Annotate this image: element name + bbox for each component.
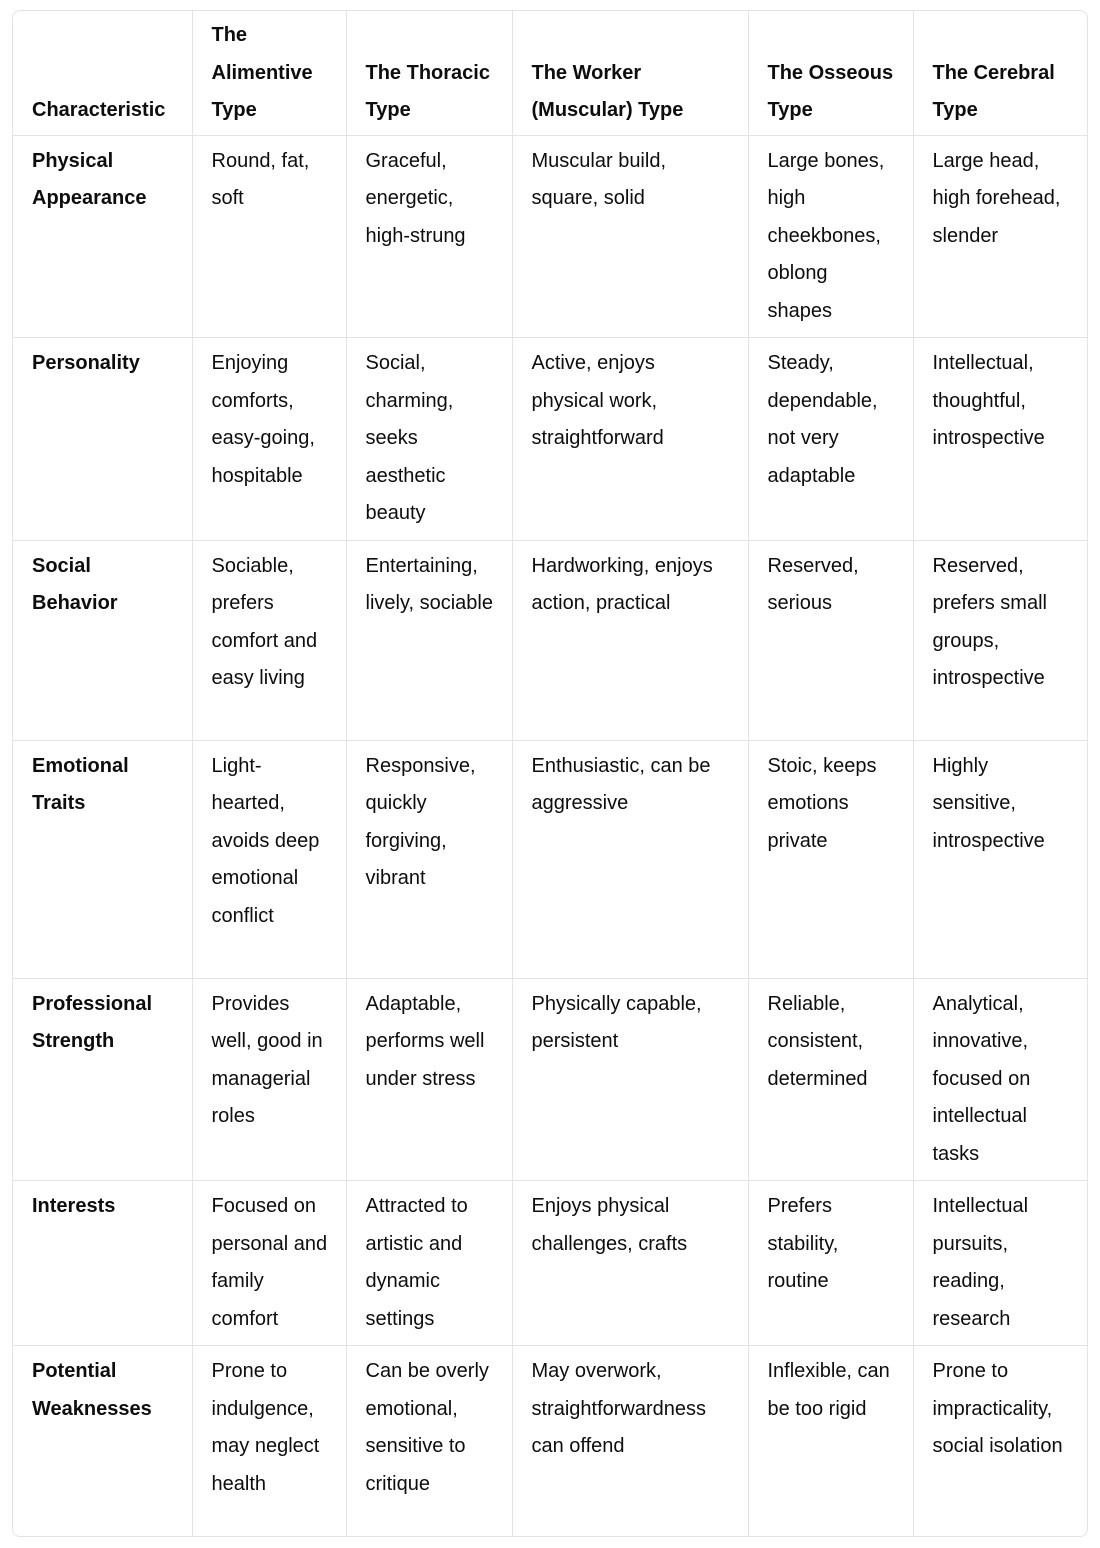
table-cell: Reserved, serious bbox=[748, 540, 913, 740]
column-header-worker: The Worker (Muscular) Type bbox=[512, 11, 748, 135]
table-cell: Prone to impracticality, social isolation bbox=[932, 1360, 1063, 1457]
table-cell: Large bones, high cheekbones, oblong shapes bbox=[748, 135, 913, 338]
table-cell: May overwork, straightforwardness can offend bbox=[512, 1346, 748, 1538]
table-cell: Stoic, keeps emotions private bbox=[748, 740, 913, 978]
table-cell: Graceful, energetic, high-strung bbox=[346, 135, 512, 338]
column-header-characteristic: Characteristic bbox=[13, 11, 192, 135]
table-cell: Attracted to artistic and dynamic settings bbox=[346, 1181, 512, 1346]
table-cell: Inflexible, can be too rigid bbox=[748, 1346, 913, 1538]
table-cell: Sociable, prefers comfort and easy living bbox=[192, 540, 346, 740]
table-cell: Enjoys physical challenges, crafts bbox=[512, 1181, 748, 1346]
table-cell: Focused on personal and family comfort bbox=[192, 1181, 346, 1346]
column-header-osseous: The Osseous Type bbox=[748, 11, 913, 135]
table-cell: Enjoying comforts, easy-going, hospitable bbox=[192, 338, 346, 541]
table-row bbox=[13, 338, 1088, 541]
table-row bbox=[13, 1181, 1088, 1346]
row-header-cell: Emotional Traits bbox=[13, 740, 192, 978]
table-cell: Responsive, quickly forgiving, vibrant bbox=[346, 740, 512, 978]
table-cell: Hardworking, enjoys action, practical bbox=[512, 540, 748, 740]
table-cell: Reserved, prefers small groups, introspective bbox=[913, 540, 1088, 740]
table-cell: Provides well, good in managerial roles bbox=[192, 978, 346, 1181]
body-types-table-container bbox=[12, 10, 1088, 1537]
table-cell: Light-hearted, avoids deep emotional conflict bbox=[192, 740, 346, 978]
table-cell: Enthusiastic, can be aggressive bbox=[512, 740, 748, 978]
table-row bbox=[13, 540, 1088, 740]
table-cell: Intellectual, thoughtful, introspective bbox=[913, 338, 1088, 541]
table-cell: Social, charming, seeks aesthetic beauty bbox=[346, 338, 512, 541]
table-cell: Analytical, innovative, focused on intellectual tasks bbox=[913, 978, 1088, 1181]
table-cell: Round, fat, soft bbox=[192, 135, 346, 338]
table-cell: Muscular build, square, solid bbox=[512, 135, 748, 338]
table-row bbox=[13, 978, 1088, 1181]
row-header-cell: Potential Weaknesses bbox=[13, 1346, 192, 1538]
column-header-alimentive: The Alimentive Type bbox=[192, 11, 346, 135]
table-cell: Large head, high forehead, slender bbox=[913, 135, 1088, 338]
table-cell: Can be overly emotional, sensitive to critique bbox=[346, 1346, 512, 1538]
table-cell: Highly sensitive, introspective bbox=[913, 740, 1088, 978]
table-cell: Prefers stability, routine bbox=[748, 1181, 913, 1346]
table-row bbox=[13, 1346, 1088, 1538]
table-cell: Active, enjoys physical work, straightforward bbox=[512, 338, 748, 541]
table-cell: Intellectual pursuits, reading, research bbox=[913, 1181, 1088, 1346]
table-cell: Physically capable, persistent bbox=[512, 978, 748, 1181]
table-header-row bbox=[13, 11, 1088, 135]
row-header-cell: Personality bbox=[13, 338, 192, 541]
table-cell: Steady, dependable, not very adaptable bbox=[748, 338, 913, 541]
table-row bbox=[13, 740, 1088, 978]
body-types-table bbox=[13, 11, 1088, 1537]
table-cell: Adaptable, performs well under stress bbox=[346, 978, 512, 1181]
column-header-cerebral: The Cerebral Type bbox=[913, 11, 1088, 135]
row-header-cell: Interests bbox=[13, 1181, 192, 1346]
table-cell: Reliable, consistent, determined bbox=[748, 978, 913, 1181]
table-cell: Entertaining, lively, sociable bbox=[346, 540, 512, 740]
row-header-cell: Social Behavior bbox=[13, 540, 192, 740]
table-cell: Prone to indulgence, may neglect health bbox=[192, 1346, 346, 1538]
row-header-cell: Physical Appearance bbox=[13, 135, 192, 338]
row-header-cell: Professional Strength bbox=[13, 978, 192, 1181]
table-row bbox=[13, 135, 1088, 338]
column-header-thoracic: The Thoracic Type bbox=[346, 11, 512, 135]
